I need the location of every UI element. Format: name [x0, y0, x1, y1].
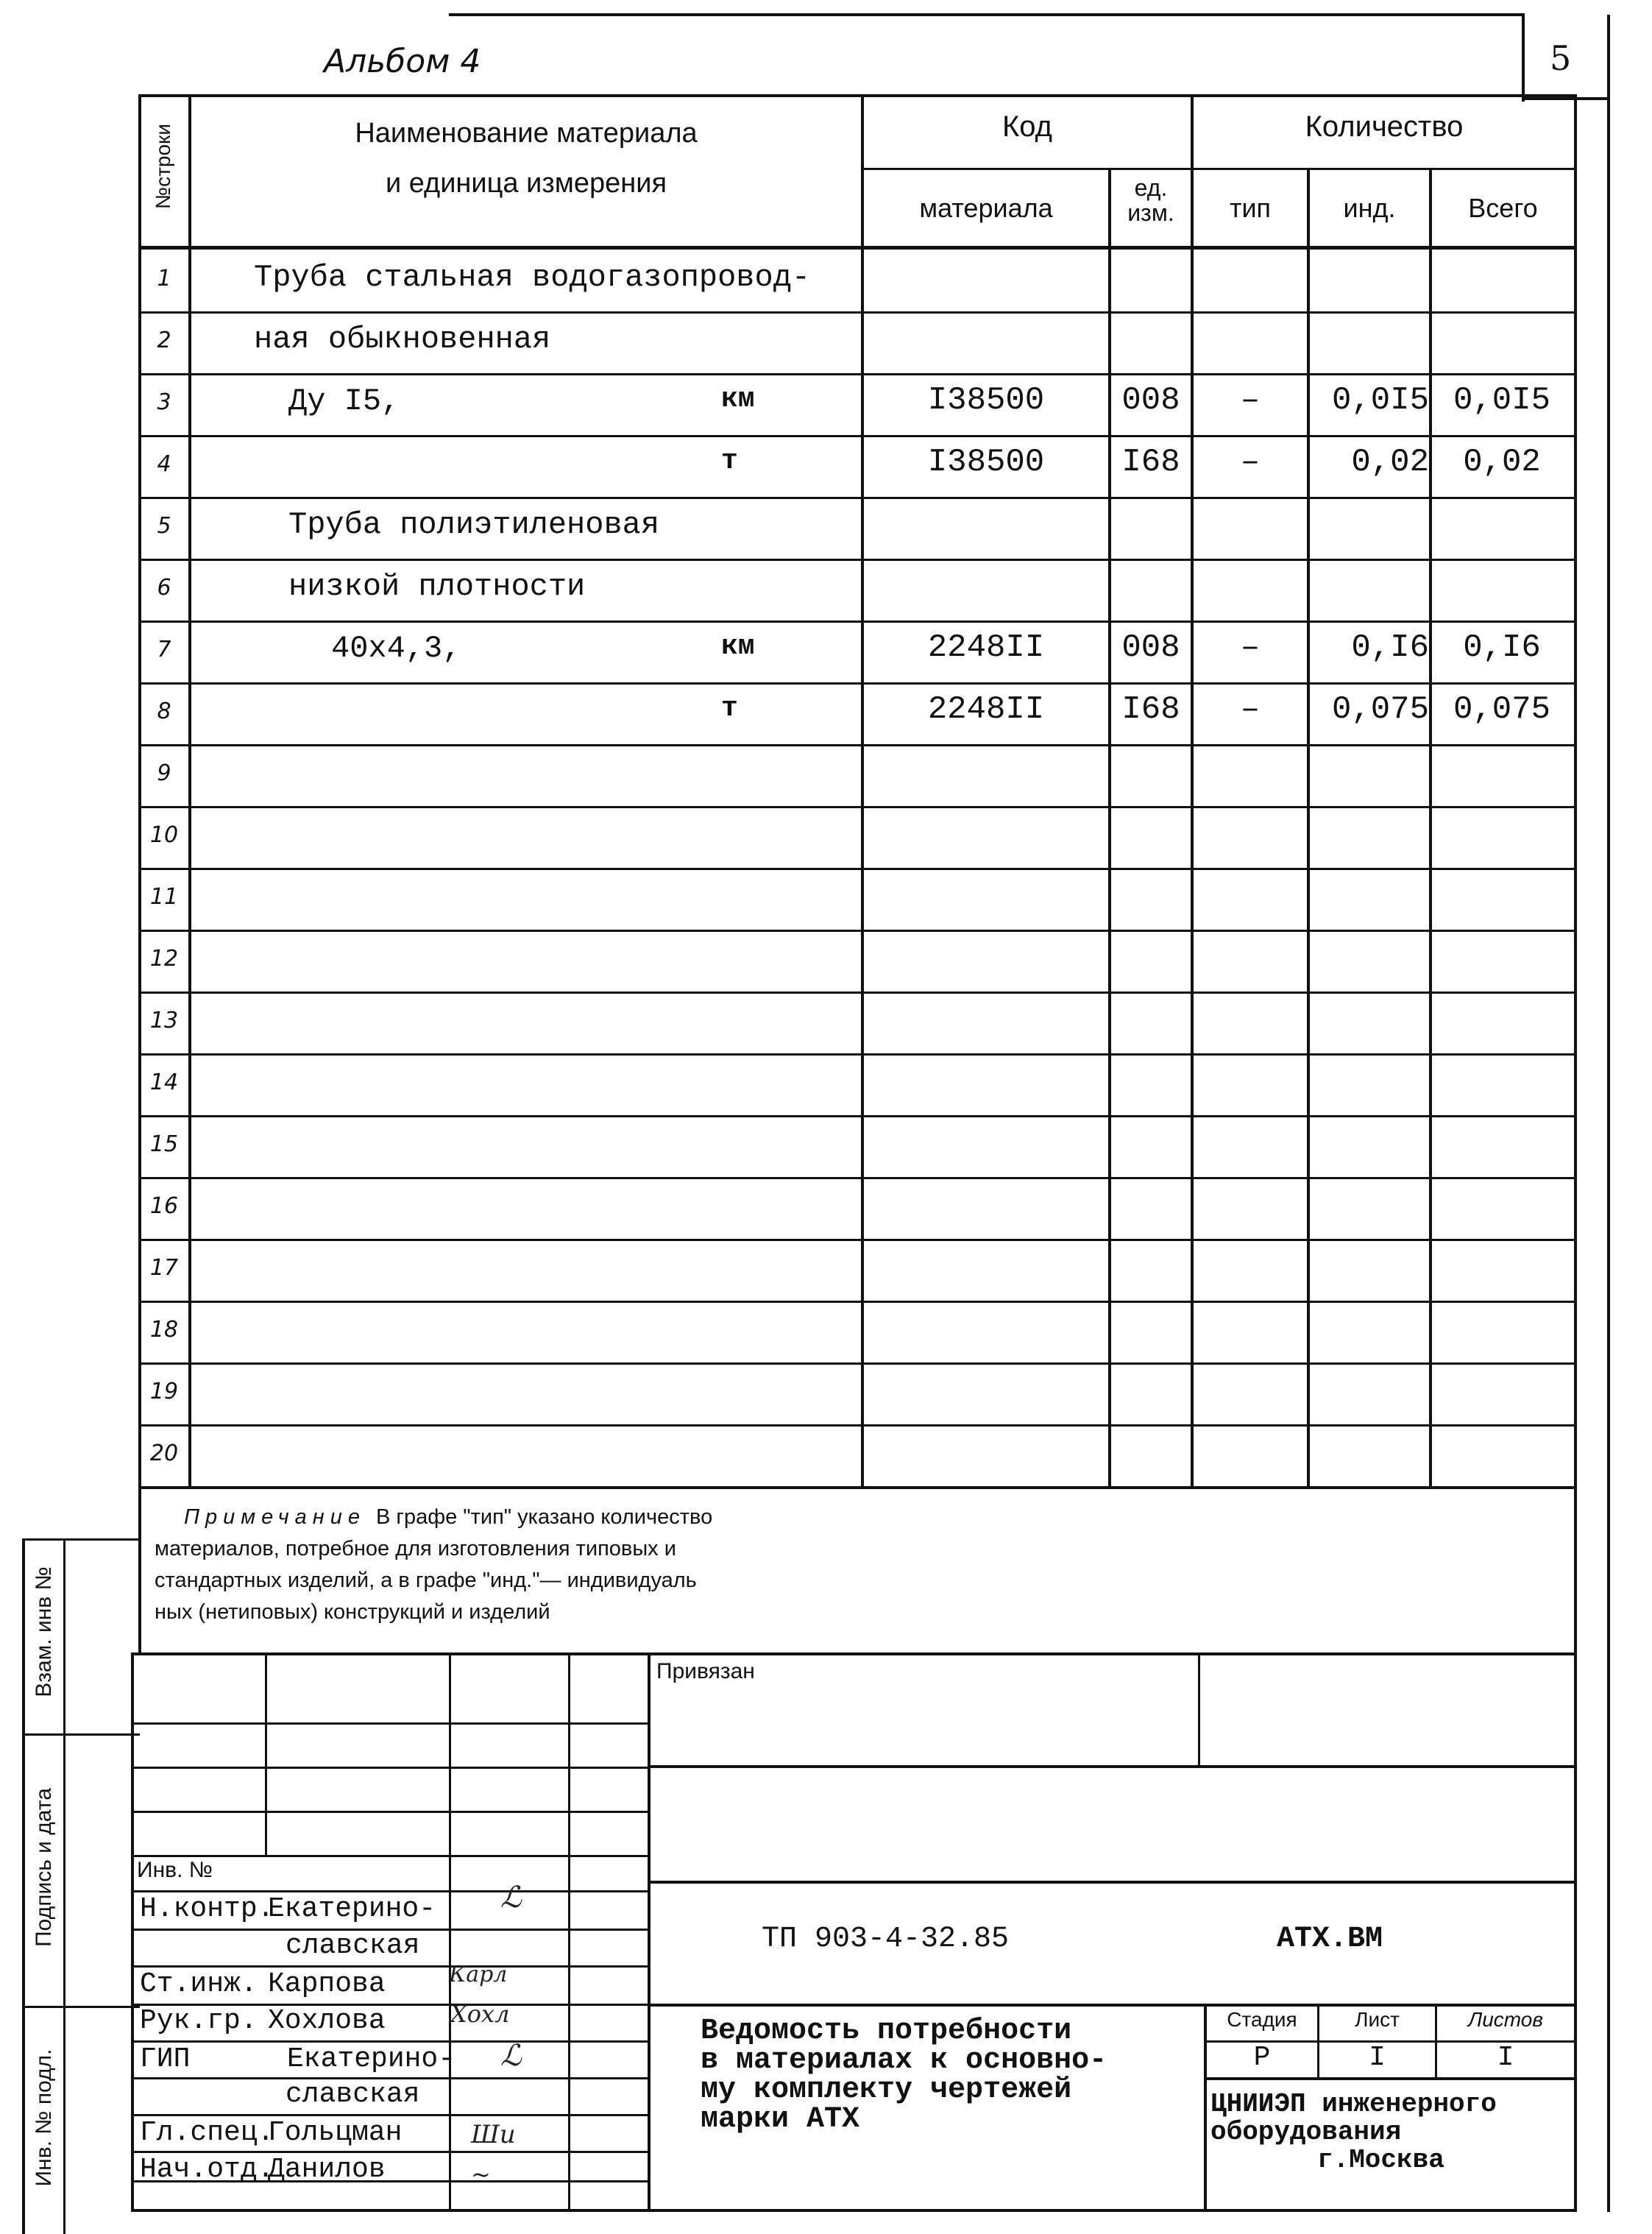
unit-code: I68 — [1121, 444, 1180, 481]
unit-name: т — [721, 445, 738, 477]
qty-type: – — [1240, 382, 1261, 419]
material-code: I38500 — [927, 444, 1045, 481]
staff-name: Гольцман — [268, 2117, 403, 2149]
qty-type: – — [1240, 444, 1261, 481]
qty-type: – — [1240, 691, 1261, 728]
organization — [1210, 2090, 1497, 2174]
note-line4: ных (нетиповых) конструкций и изделий — [155, 1600, 550, 1624]
qty-ind: 0,0I5 — [1331, 382, 1429, 419]
staff-role: Рук.гр. — [140, 2005, 258, 2037]
row-number: 14 — [149, 1070, 179, 1095]
qty-ind: 0,02 — [1351, 444, 1429, 481]
inv-number-label: Инв. № — [137, 1858, 213, 1882]
col-header-quantity: Количество — [1305, 110, 1464, 143]
title-line-1: Ведомость потребности — [701, 2015, 1072, 2048]
qty-total: 0,075 — [1453, 691, 1551, 728]
material-code: I38500 — [927, 382, 1045, 419]
material-name: низкой плотности — [288, 569, 586, 604]
side-label-inv-original: Инв. № подл. — [32, 2049, 56, 2187]
org-line-2: оборудования — [1210, 2117, 1402, 2147]
material-name: Труба стальная водогазопровод- — [254, 260, 811, 295]
row-number: 19 — [149, 1379, 179, 1404]
material-name: Труба полиэтиленовая — [288, 507, 660, 542]
note-heading: Примечание — [184, 1505, 366, 1529]
staff-role: Нач.отд. — [140, 2154, 274, 2185]
signature-1: ℒ — [500, 1881, 522, 1915]
note-line1: В графе "тип" указано количество — [376, 1505, 713, 1529]
staff-name: Екатерино- — [268, 1893, 436, 1925]
staff-name: Данилов — [268, 2154, 386, 2185]
row-number: 3 — [157, 389, 171, 415]
row-number: 2 — [157, 328, 171, 353]
unit-name: км — [721, 631, 755, 662]
col-header-ind: инд. — [1343, 193, 1396, 223]
signature-6: ~ — [471, 2160, 491, 2188]
staff-role: Гл.спец. — [140, 2117, 274, 2149]
signature-5: Ши — [471, 2120, 516, 2149]
row-number: 16 — [149, 1193, 179, 1219]
row-number: 20 — [149, 1441, 179, 1466]
row-number: 9 — [157, 760, 171, 786]
staff-role: Ст.инж. — [140, 1968, 258, 2000]
row-number: 7 — [157, 637, 171, 662]
material-name: ная обыкновенная — [254, 322, 551, 357]
unit-name: км — [721, 383, 755, 415]
signature-3: Хохл — [450, 2000, 510, 2028]
col-header-name-line1: Наименование материала — [355, 118, 698, 149]
note-line2: материалов, потребное для изготовления типовых и — [155, 1537, 676, 1560]
row-number: 18 — [149, 1317, 179, 1343]
staff-role: Н.контр. — [140, 1893, 274, 1925]
side-label-vzam: Взам. инв № — [32, 1566, 56, 1697]
col-header-unit: ед. изм. — [1127, 174, 1174, 226]
side-label-signature-date: Подпись и дата — [32, 1788, 56, 1947]
row-number: 4 — [157, 451, 171, 477]
staff-name: Екатерино- — [287, 2043, 455, 2075]
page-number: 5 — [1550, 38, 1572, 78]
org-line-3: г.Москва — [1317, 2145, 1444, 2175]
row-number: 6 — [157, 575, 171, 601]
privyazan-label: Привязан — [656, 1659, 755, 1683]
qty-total: 0,02 — [1463, 444, 1541, 481]
doc-code: ТП 903-4-32.85 — [762, 1923, 1010, 1956]
row-number: 17 — [149, 1255, 179, 1281]
qty-ind: 0,I6 — [1351, 629, 1429, 666]
document-title — [701, 2017, 1107, 2135]
row-number: 10 — [149, 822, 179, 848]
note-block — [155, 1502, 1553, 1628]
row-number: 5 — [157, 513, 171, 539]
staff-name: Карпова — [268, 1968, 386, 2000]
sheet-label: Лист — [1355, 2008, 1400, 2031]
sheets-label: Листов — [1468, 2008, 1543, 2031]
unit-code: I68 — [1121, 691, 1180, 728]
col-header-code: Код — [1002, 110, 1052, 143]
signature-2: Карл — [449, 1962, 508, 1987]
qty-ind: 0,075 — [1331, 691, 1429, 728]
material-name: 40х4,3, — [331, 631, 461, 666]
unit-code: 008 — [1121, 629, 1180, 666]
title-line-3: му комплекту чертежей — [701, 2074, 1072, 2107]
unit-code: 008 — [1121, 382, 1180, 419]
title-line-4: марки АТХ — [701, 2103, 860, 2136]
stage-label: Стадия — [1227, 2008, 1297, 2031]
doc-mark: АТХ.ВМ — [1277, 1923, 1383, 1956]
qty-total: 0,0I5 — [1453, 382, 1551, 419]
signature-4: ℒ — [500, 2039, 522, 2073]
row-number: 1 — [157, 266, 171, 291]
org-line-1: ЦНИИЭП инженерного — [1210, 2089, 1497, 2119]
material-name: Ду I5, — [288, 383, 400, 419]
title-line-2: в материалах к основно- — [701, 2044, 1107, 2077]
material-code: 2248II — [927, 691, 1045, 728]
unit-name: т — [721, 693, 738, 724]
staff-role: ГИП — [140, 2043, 191, 2075]
note-line3: стандартных изделий, а в графе "инд."— индивидуаль — [155, 1569, 697, 1592]
col-header-total: Всего — [1468, 193, 1538, 223]
col-header-row-no: №строки — [152, 124, 174, 209]
row-number: 11 — [149, 884, 179, 910]
qty-total: 0,I6 — [1463, 629, 1541, 666]
album-label: Альбом 4 — [324, 43, 481, 80]
stage-value: Р — [1253, 2042, 1271, 2074]
sheet-value: I — [1369, 2042, 1386, 2074]
sheets-value: I — [1497, 2042, 1514, 2074]
row-number: 8 — [157, 699, 171, 724]
row-number: 15 — [149, 1131, 179, 1157]
col-header-type: тип — [1229, 193, 1272, 223]
row-number: 12 — [149, 946, 179, 972]
row-number: 13 — [149, 1008, 179, 1033]
staff-name: славская — [286, 2079, 420, 2110]
col-header-name-line2: и единица измерения — [385, 168, 667, 199]
material-code: 2248II — [927, 629, 1045, 666]
staff-name: славская — [286, 1930, 420, 1962]
staff-name: Хохлова — [268, 2005, 386, 2037]
qty-type: – — [1240, 629, 1261, 666]
col-header-material: материала — [919, 193, 1053, 223]
